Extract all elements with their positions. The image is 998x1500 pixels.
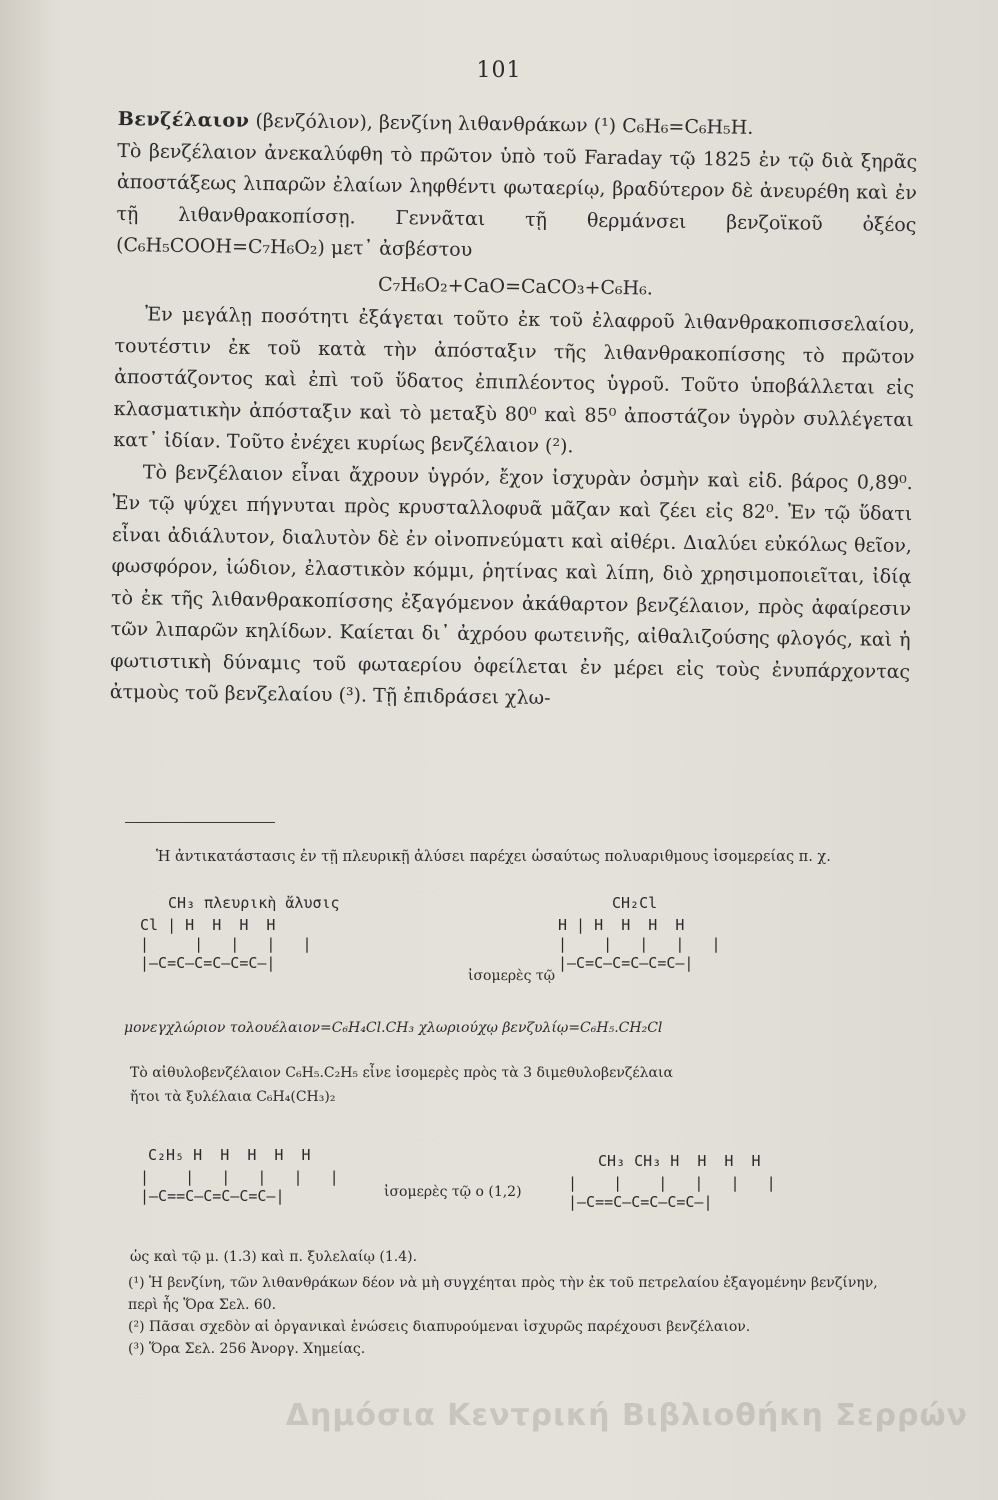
isomerism-note: Ἡ ἀντικατάστασις ἐν τῇ πλευρικῇ ἀλύσει παρέχει ὡσαύτως πολυαριθμους ἰσομερείας π. χ. xyxy=(156,849,831,865)
footnote-2: (²) Πᾶσαι σχεδὸν αἱ ὀργανικαὶ ἑνώσεις διαπυρούμεναι ἰσχυρῶς παρέχουσι βενζέλαιον. xyxy=(128,1319,751,1335)
footnote-divider xyxy=(125,822,275,823)
reaction-formula: C₇H₆O₂+CaO=CaCO₃+C₆H₆. xyxy=(377,273,653,299)
struct2-top: CH₂Cl xyxy=(612,894,658,912)
footnote-1: (¹) Ἡ βενζίνη, τῶν λιθανθράκων δέον νὰ μὴ συγχέηται πρὸς τὴν ἐκ τοῦ πετρελαίου ἐξαγομένην βενζίνην, περὶ ἧς Ὅρα Σελ. 60. xyxy=(128,1275,878,1313)
headline-rest: (βενζόλιον), βενζίνη λιθανθράκων (¹) C₆H₆=C₆H₅H. xyxy=(255,109,754,139)
struct2-body: H | H H H H | | | | | |—C=C—C=C—C=C—| xyxy=(558,916,721,972)
paragraph-discovery: Τὸ βενζέλαιον ἀνεκαλύφθη τὸ πρῶτον ὑπὸ τοῦ Faraday τῷ 1825 ἐν τῷ διὰ ξηρᾶς ἀποστάξεως λιπαρῶν ἐλαίων ληφθέντι φωταερίῳ, βραδύτερον δὲ ἀνευρέθη καὶ ἐν τῇ λιθανθρακοπίσσῃ. Γεννᾶται τῇ θερμάνσει βενζοϊκοῦ ὀξέος (C₆H₅COOH=C₇H₆O₂) μετ᾽ ἀσβέστου xyxy=(115,139,918,261)
struct1-body: Cl | H H H H | | | | | |—C=C—C=C—C=C—| xyxy=(140,916,312,972)
paragraph-properties: Τὸ βενζέλαιον εἶναι ἄχρουν ὑγρόν, ἔχον ἰσχυρὰν ὀσμὴν καὶ εἰδ. βάρος 0,89⁰. Ἐν τῷ ψύχει πήγνυται πρὸς κρυσταλλοφυᾶ μᾶζαν καὶ ζέει εἰς 82⁰. Ἐν τῷ ὕδατι εἶναι ἀδιάλυτον, διαλυτὸν δὲ ἐν οἰνοπνεύματι καὶ αἰθέρι. Διαλύει εὐκόλως θεῖον, φωσφόρον, ἰώδιον, ἐλαστικὸν κόμμι, ῥητίνας καὶ λίπη, διὸ χρησιμοποιεῖται, ἰδίᾳ τὸ ἐκ τῆς λιθανθρακοπίσσης ἐξαγόμενον ἀκάθαρτον βενζέλαιον, πρὸς ἀφαίρεσιν τῶν λιπαρῶν κηλίδων. Καίεται δι᾽ ἀχρόου φωτεινῆς, αἰθαλιζούσης φλογός, καὶ ἡ φωτιστικὴ δύναμις τοῦ φωταερίου ὀφείλεται ἐν μέρει εἰς τοὺς ἐνυπάρχοντας ἀτμοὺς τοῦ βενζελαίου (³). Τῇ ἐπιδράσει χλω- xyxy=(109,460,913,710)
page-number: 101 xyxy=(476,58,522,83)
struct1-top: CH₃ πλευρικὴ ἄλυσις xyxy=(168,894,340,912)
struct3-body: | | | | | | |—C==C—C=C—C=C—| xyxy=(140,1168,339,1205)
struct4-body: | | | | | | |—C==C—C=C—C=C—| xyxy=(568,1174,776,1211)
struct3-top: C₂H₅ H H H H H xyxy=(148,1146,311,1164)
library-watermark: Δημόσια Κεντρική Βιβλιοθήκη Σερρών xyxy=(285,1398,968,1433)
struct4-top: CH₃ CH₃ H H H H xyxy=(598,1152,761,1170)
headword: Βενζέλαιον xyxy=(117,107,250,132)
isomer-label-2: ἰσομερὲς τῷ ο (1,2) xyxy=(384,1184,522,1200)
closing-line: ὡς καὶ τῷ μ. (1.3) καὶ π. ξυλελαίῳ (1.4). xyxy=(130,1249,418,1265)
ethyl-line-2: ἤτοι τὰ ξυλέλαια C₆H₄(CH₃)₂ xyxy=(130,1089,336,1105)
footnotes xyxy=(128,1272,908,1360)
compound-names: μονεγχλώριον τολουέλαιον=C₆H₄Cl.CH₃ χλωριούχῳ βενζυλίῳ=C₆H₅.CH₂Cl xyxy=(124,1020,663,1036)
footnote-3: (³) Ὅρα Σελ. 256 Ἀνοργ. Χημείας. xyxy=(128,1341,366,1357)
main-text xyxy=(110,104,918,720)
isomer-label-1: ἰσομερὲς τῷ xyxy=(468,968,556,984)
paragraph-production: Ἐν μεγάλῃ ποσότητι ἐξάγεται τοῦτο ἐκ τοῦ ἐλαφροῦ λιθανθρακοπισσελαίου, τουτέστιν ἐκ τοῦ κατὰ τὴν ἀπόσταξιν τῆς λιθανθρακοπίσσης τὸ πρῶτον ἀποστάζοντος καὶ ἐπὶ τοῦ ὕδατος ἐπιπλέοντος ὑγροῦ. Τοῦτο ὑποβάλλεται εἰς κλασματικὴν ἀπόσταξιν καὶ τὸ μεταξὺ 80⁰ καὶ 85⁰ ἀποστάζον ὑγρὸν συλλέγεται κατ᾽ ἰδίαν. Τοῦτο ἐνέχει κυρίως βενζέλαιον (²). xyxy=(113,303,916,458)
ethyl-line-1: Τὸ αἰθυλοβενζέλαιον C₆H₅.C₂H₅ εἶνε ἰσομερὲς πρὸς τὰ 3 διμεθυλοβενζέλαια xyxy=(130,1065,673,1081)
